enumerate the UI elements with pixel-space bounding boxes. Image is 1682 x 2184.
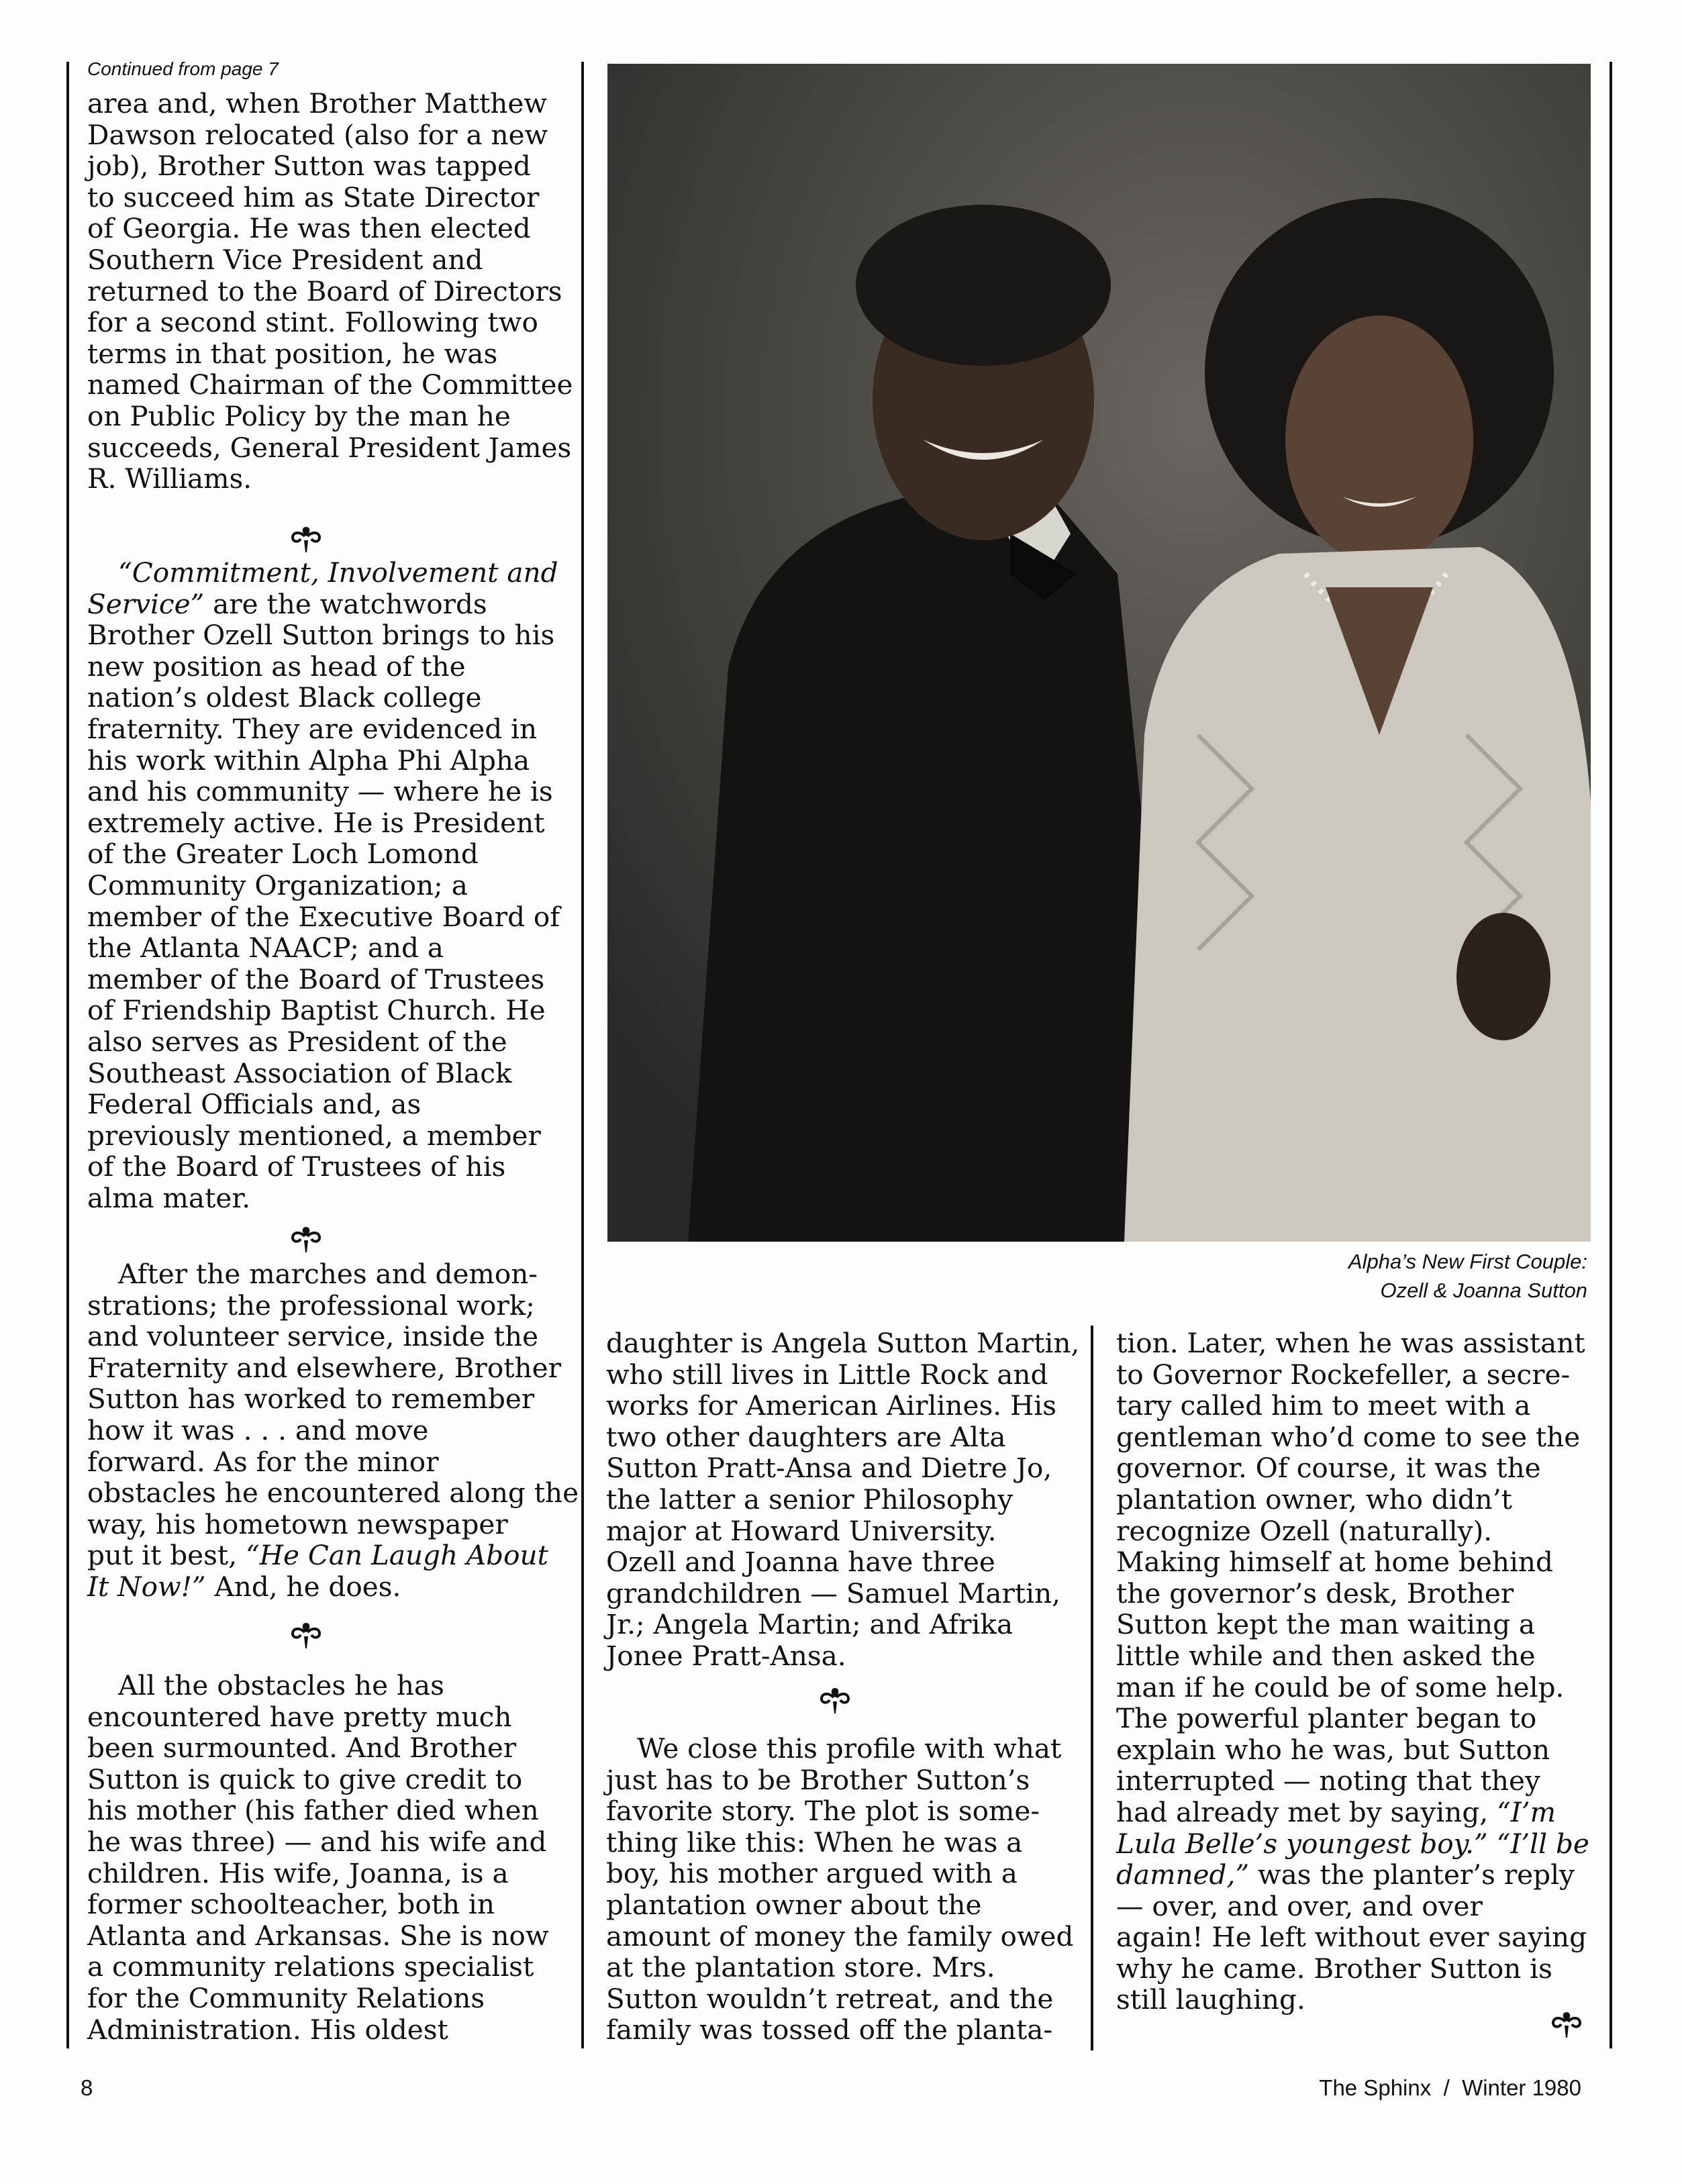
text-line: the latter a senior Philosophy [606,1483,1013,1516]
couple-photo-drawing [607,64,1591,1242]
text-line: major at Howard University. [606,1514,997,1547]
text-line: returned to the Board of Directors [87,275,562,307]
text-line: recognize Ozell (naturally). [1116,1514,1493,1547]
text-line: two other daughters are Alta [606,1420,1006,1453]
text-line: alma mater. [87,1181,251,1214]
caption-line-1: Alpha’s New First Couple: [1348,1250,1587,1273]
text-line: amount of money the family owed [606,1920,1074,1952]
text-line: All the obstacles he has [118,1669,444,1701]
text-line: his work within Alpha Phi Alpha [87,744,530,777]
text-line: Jonee Pratt-Ansa. [606,1639,846,1672]
text-line: and his community — where he is [87,775,553,808]
text-line: to succeed him as State Director [87,181,540,213]
text-line: Sutton is quick to give credit to [87,1763,523,1795]
text-line: obstacles he encountered along the [87,1477,579,1509]
text-line: boy, his mother argued with a [606,1857,1018,1890]
text-line: children. His wife, Joanna, is a [87,1856,509,1889]
text-line: plantation owner, who didn’t [1116,1483,1512,1516]
text-line: tary called him to meet with a [1116,1389,1531,1422]
column-rule-right-center [1091,1326,1093,2050]
text-line: We close this profile with what [637,1732,1062,1765]
text-line: his mother (his father died when [87,1794,539,1827]
text-line: nation’s oldest Black college [87,681,482,714]
ornament-icon [818,1683,852,1718]
text-line: how it was . . . and move [87,1413,429,1446]
text-line: Administration. His oldest [87,2013,448,2046]
text-line: of Friendship Baptist Church. He [87,994,546,1027]
col2-para1 [606,1328,1079,1672]
text-line: job), Brother Sutton was tapped [87,150,531,183]
col1-para4 [87,1670,549,2045]
text-line: little while and then asked the [1116,1639,1536,1672]
page-number: 8 [81,2075,93,2100]
text-line: thing like this: When he was a [606,1826,1023,1858]
text-line: R. Williams. [87,462,252,495]
text-line: of Georgia. He was then elected [87,212,531,245]
text-line: After the marches and demon- [118,1258,538,1290]
text-line: Sutton has worked to remember [87,1383,535,1416]
text-line: tion. Later, when he was assistant [1116,1327,1585,1359]
text-line: Sutton wouldn’t retreat, and the [606,1982,1054,2015]
text-line: at the plantation store. Mrs. [606,1951,995,1984]
quote-youngest-boy: Lula Belle’s youngest boy.” [1116,1827,1488,1860]
text-line: grandchildren — Samuel Martin, [606,1577,1061,1609]
ornament-icon [289,522,324,556]
text-line: governor. Of course, it was the [1116,1452,1541,1485]
text-line: a community relations specialist [87,1950,534,1983]
column-rule-left [66,62,69,2048]
text-line: he was three) — and his wife and [87,1825,547,1858]
col2-para2 [606,1733,1073,2046]
caption-line-2: Ozell & Joanna Sutton [1380,1279,1587,1302]
text-line: plantation owner about the [606,1888,982,1921]
text-line: terms in that position, he was [87,337,498,370]
text-watchwords: are the watchwords [204,587,487,620]
publication-footer: The Sphinx / Winter 1980 [1319,2075,1581,2100]
text-line: fraternity. They are evidenced in [87,712,538,745]
text-line: area and, when Brother Matthew [87,87,548,119]
text-line: way, his hometown newspaper [87,1507,508,1540]
col1-para3 [87,1258,579,1603]
photo-caption [1007,1247,1587,1305]
continued-note: Continued from page 7 [87,58,279,79]
text-line: for the Community Relations [87,1981,485,2014]
text-line: explain who he was, but Sutton [1116,1733,1550,1766]
couple-photo [607,64,1591,1242]
text-line: Atlanta and Arkansas. She is now [87,1919,549,1952]
text-line: encountered have pretty much [87,1700,512,1733]
text-planters-reply: was the planter’s reply [1249,1858,1575,1891]
text-line: Southern Vice President and [87,243,483,276]
text-line: again! He left without ever saying [1116,1921,1587,1954]
text-line: former schoolteacher, both in [87,1888,495,1921]
text-line: the governor’s desk, Brother [1116,1577,1514,1609]
col1-para2 [87,557,560,1213]
text-line: to Governor Rockefeller, a secre- [1116,1358,1571,1391]
text-already-met: had already met by saying, [1116,1795,1497,1828]
text-line: previously mentioned, a member [87,1119,541,1152]
text-line: Fraternity and elsewhere, Brother [87,1351,561,1384]
text-line: Sutton Pratt-Ansa and Dietre Jo, [606,1452,1052,1485]
text-line: member of the Board of Trustees [87,962,545,995]
quote-damned: damned,” [1116,1858,1250,1891]
text-line: daughter is Angela Sutton Martin, [606,1327,1080,1359]
text-line: Southeast Association of Black [87,1056,512,1089]
text-line: named Chairman of the Committee [87,368,573,401]
text-line: Ozell and Joanna have three [606,1546,995,1579]
text-line: The powerful planter began to [1116,1702,1537,1735]
text-line: also serves as President of the [87,1025,507,1058]
text-and-he-does: And, he does. [205,1570,401,1603]
text-line: Community Organization; a [87,868,468,901]
text-line: succeeds, General President James [87,431,572,464]
quote-service: Service” [87,587,205,620]
text-line: for a second stint. Following two [87,306,538,339]
text-line: Jr.; Angela Martin; and Afrika [606,1608,1013,1641]
text-line: member of the Executive Board of [87,900,560,933]
quote-now: It Now!” [87,1570,206,1603]
ornament-icon [289,1222,324,1256]
text-line: works for American Airlines. His [606,1389,1057,1422]
text-line: new position as head of the [87,650,466,683]
text-line: Federal Officials and, as [87,1088,422,1121]
text-put-it-best: put it best, [87,1539,246,1572]
quote-ill-be: “I’ll be [1487,1827,1589,1860]
text-line: interrupted — noting that they [1116,1765,1540,1797]
text-line: extremely active. He is President [87,806,545,839]
text-line: been surmounted. And Brother [87,1732,517,1765]
text-line: of the Board of Trustees of his [87,1150,506,1183]
ornament-end-icon [1549,2007,1584,2042]
text-line: favorite story. The plot is some- [606,1795,1040,1828]
text-line: family was tossed off the planta- [606,2014,1053,2046]
column-rule-center [581,62,584,2048]
ornament-icon [289,1618,324,1652]
text-line: the Atlanta NAACP; and a [87,932,444,964]
text-line: on Public Policy by the man he [87,399,511,432]
text-line: who still lives in Little Rock and [606,1358,1048,1391]
text-line: of the Greater Loch Lomond [87,838,479,871]
column-rule-right [1610,62,1612,2048]
text-line: Dawson relocated (also for a new [87,118,548,151]
text-line: Sutton kept the man waiting a [1116,1608,1536,1641]
text-line: forward. As for the minor [87,1445,439,1478]
text-line: why he came. Brother Sutton is [1116,1952,1552,1985]
text-line: and volunteer service, inside the [87,1320,539,1353]
quote-watchwords: “Commitment, Involvement and [118,556,558,589]
text-line: Brother Ozell Sutton brings to his [87,619,555,652]
text-line: man if he could be of some help. [1116,1671,1565,1703]
text-line: strations; the professional work; [87,1289,535,1322]
text-line: gentleman who’d come to see the [1116,1420,1581,1453]
text-line: Making himself at home behind [1116,1546,1553,1579]
text-line: just has to be Brother Sutton’s [606,1763,1030,1796]
text-line: — over, and over, and over [1116,1889,1483,1922]
quote-laugh: “He Can Laugh About [245,1539,548,1572]
text-line: still laughing. [1116,1983,1305,2016]
col3-para [1116,1328,1589,2016]
col1-para1 [87,88,573,495]
quote-im: “I’m [1497,1795,1556,1828]
